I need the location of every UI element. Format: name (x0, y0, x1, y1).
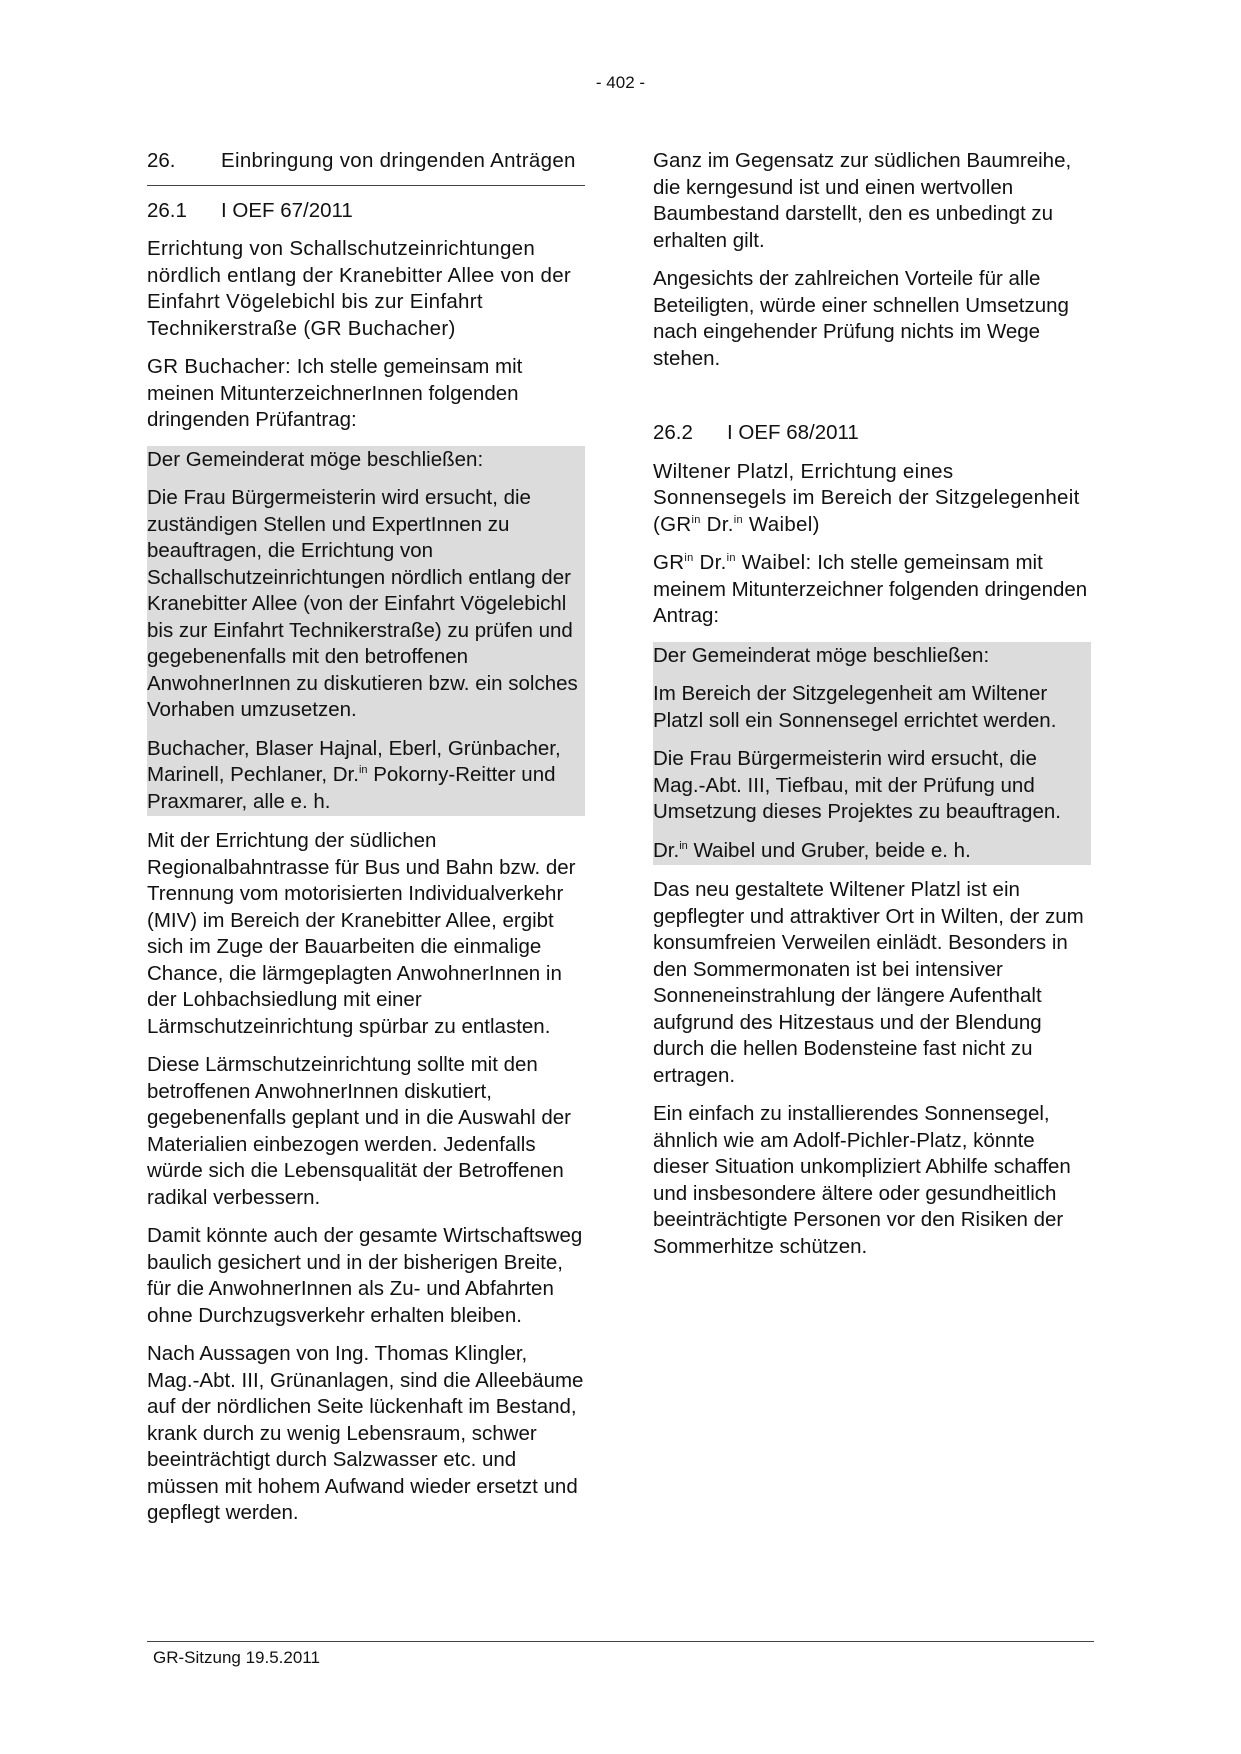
footer-text: GR-Sitzung 19.5.2011 (153, 1648, 320, 1667)
right-column (653, 148, 1091, 1272)
motion-body: Im Bereich der Sitzgelegenheit am Wiltener Platzl soll ein Sonnensegel errichtet werden. (653, 682, 1057, 732)
paragraph: Ganz im Gegensatz zur südlichen Baumreihe, die kerngesund ist und einen wertvollen Baumbestand darstellt, den es unbedingt zu erhalten gilt. (653, 149, 1072, 252)
intro-paragraph: $GR^{in}$ Dr.$^{in}$ Waibel: Ich stelle gemeinsam mit meinem Mitunterzeichner folgenden dringenden Antrag: (653, 551, 1088, 627)
motion-box (653, 642, 1091, 866)
item-heading-26-1 (147, 198, 585, 225)
page-number: - 402 - (595, 73, 646, 92)
paragraph: Diese Lärmschutzeinrichtung sollte mit den betroffenen AnwohnerInnen diskutiert, gegebenenfalls geplant und in die Auswahl der Materialien einbezogen werden. Jedenfalls würde sich die Lebensqualität der Betroffenen radikal verbessern. (147, 1053, 571, 1209)
spacer (653, 384, 1091, 420)
motion-box (147, 446, 585, 817)
item-code: I OEF 68/2011 (727, 421, 859, 444)
intro-paragraph: GR Buchacher: Ich stelle gemeinsam mit meinen MitunterzeichnerInnen folgenden dringenden Prüfantrag: (147, 355, 523, 431)
item-heading-26-2 (653, 420, 1091, 447)
motion-body: Die Frau Bürgermeisterin wird ersucht, die zuständigen Stellen und ExpertInnen zu beauftragen, die Errichtung von Schallschutzeinrichtungen nördlich entlang der Kranebitter Allee (von der Einfahrt Vögelebichl bis zur Einfahrt Technikerstraße) zu prüfen und gegebenenfalls mit den betroffenen AnwohnerInnen zu diskutieren bzw. ein solches Vorhaben umzusetzen. (147, 486, 578, 721)
section-heading (147, 148, 585, 186)
motion-signers: Buchacher, Blaser Hajnal, Eberl, Grünbacher, Marinell, Pechlaner, Dr.$^{in}$ Pokorny-Reitter und Praxmarer, alle e. h. (147, 736, 561, 813)
item-title: Wiltener Platzl, Errichtung eines Sonnensegels im Bereich der Sitzgelegenheit ($GR^{in}$ Dr.$^{in}$ Waibel) (653, 459, 1080, 536)
paragraph: Mit der Errichtung der südlichen Regionalbahntrasse für Bus und Bahn bzw. der Trennung vom motorisierten Individualverkehr (MIV) im Bereich der Kranebitter Allee, ergibt sich im Zuge der Bauarbeiten die einmalige Chance, die lärmgeplagten AnwohnerInnen in der Lohbachsiedlung mit einer Lärmschutzeinrichtung spürbar zu entlasten. (147, 829, 576, 1038)
paragraph: Ein einfach zu installierendes Sonnensegel, ähnlich wie am Adolf-Pichler-Platz, könnte dieser Situation unkompliziert Abhilfe schaffen und insbesondere ältere oder gesundheitlich beeinträchtigte Personen vor den Risiken der Sommerhitze schützen. (653, 1102, 1071, 1258)
item-number: 26.1 (147, 198, 187, 222)
motion-heading: Der Gemeinderat möge beschließen: (653, 643, 990, 667)
section-number: 26. (147, 149, 176, 172)
paragraph: Damit könnte auch der gesamte Wirtschaftsweg baulich gesichert und in der bisherigen Breite, für die AnwohnerInnen als Zu- und Abfahrten ohne Durchzugsverkehr erhalten bleiben. (147, 1224, 583, 1327)
speaker-name: $GR^{in}$ Dr.$^{in}$ Waibel: (653, 551, 812, 574)
speaker-name: GR Buchacher: (147, 355, 292, 378)
footer-divider (147, 1641, 1094, 1642)
motion-heading: Der Gemeinderat möge beschließen: (147, 447, 484, 471)
item-number: 26.2 (653, 421, 693, 444)
item-title: Errichtung von Schallschutzeinrichtungen nördlich entlang der Kranebitter Allee von der Einfahrt Vögelebichl bis zur Einfahrt Technikerstraße (GR Buchacher) (147, 237, 572, 340)
motion-body: Die Frau Bürgermeisterin wird ersucht, die Mag.-Abt. III, Tiefbau, mit der Prüfung und Umsetzung dieses Projektes zu beauftragen. (653, 747, 1061, 823)
section-title: Einbringung von dringenden Anträgen (221, 149, 576, 172)
motion-signers: Dr.$^{in}$ Waibel und Gruber, beide e. h. (653, 838, 971, 862)
item-code: I OEF 67/2011 (221, 198, 353, 222)
left-column (147, 148, 585, 1539)
paragraph: Das neu gestaltete Wiltener Platzl ist ein gepflegter und attraktiver Ort in Wilten, der zum konsumfreien Verweilen einlädt. Besonders in den Sommermonaten ist bei intensiver Sonneneinstrahlung der längere Aufenthalt aufgrund des Hitzestaus und der Blendung durch die hellen Bodensteine fast nicht zu ertragen. (653, 878, 1084, 1087)
paragraph: Nach Aussagen von Ing. Thomas Klingler, Mag.-Abt. III, Grünanlagen, sind die Alleebäume auf der nördlichen Seite lückenhaft im Bestand, krank durch zu wenig Lebensraum, schwer beeinträchtigt durch Salzwasser etc. und müssen mit hohem Aufwand wieder ersetzt und gepflegt werden. (147, 1342, 584, 1524)
paragraph: Angesichts der zahlreichen Vorteile für alle Beteiligten, würde einer schnellen Umsetzung nach eingehender Prüfung nichts im Wege stehen. (653, 267, 1069, 370)
